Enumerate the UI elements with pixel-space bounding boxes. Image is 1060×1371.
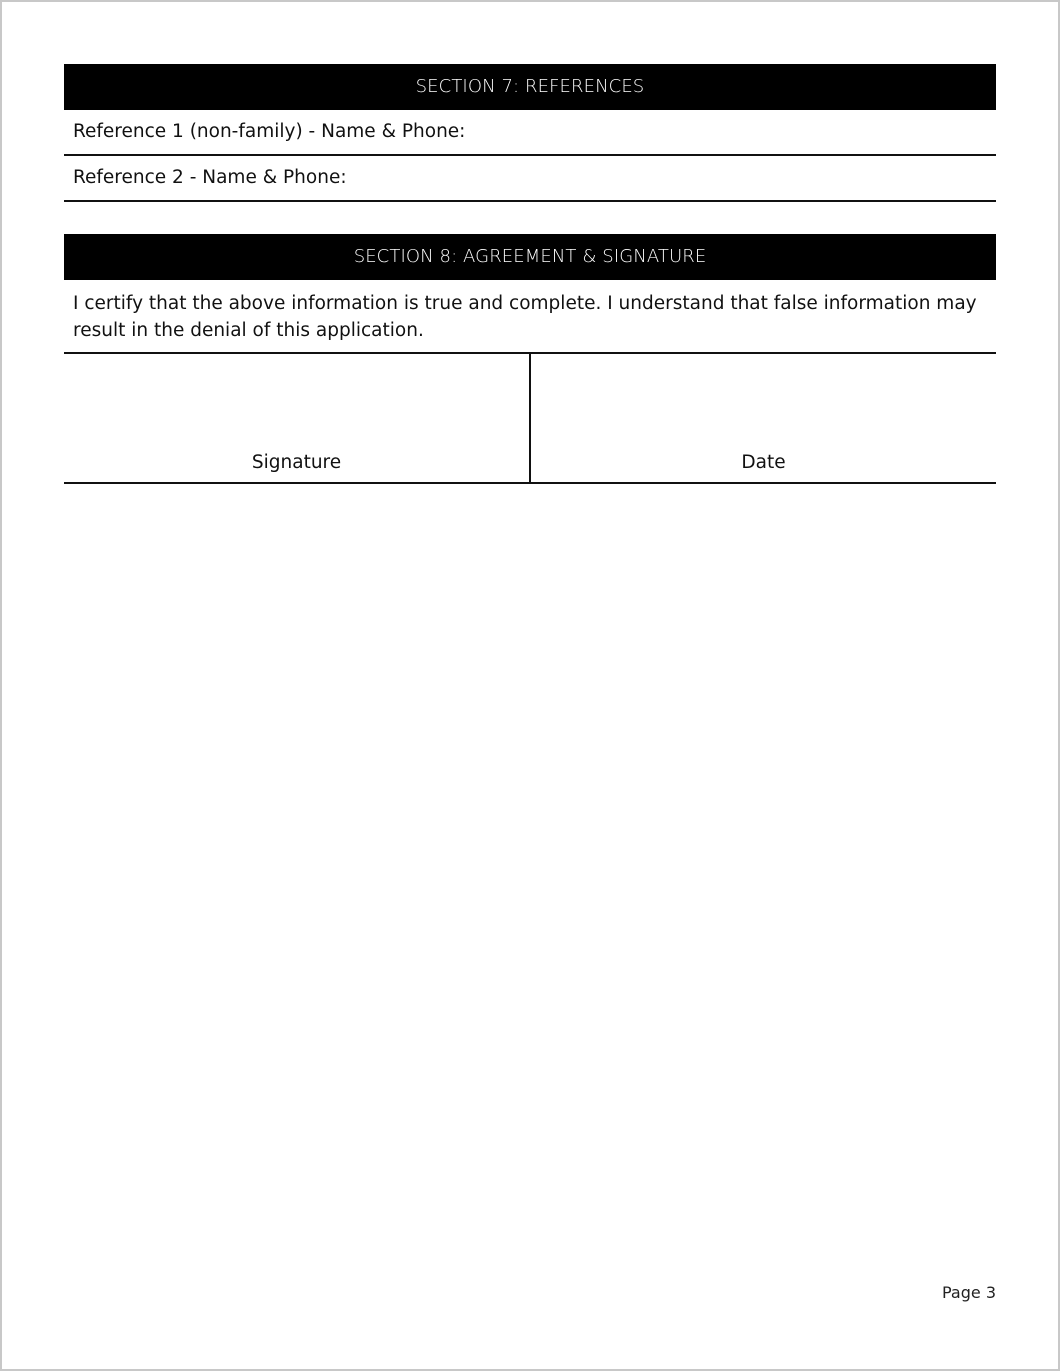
section-8-header: [64, 234, 996, 280]
reference-1-label: Reference 1 (non-family) - Name & Phone:: [73, 121, 466, 142]
signature-field[interactable]: [64, 354, 531, 482]
form-content: [64, 64, 996, 484]
page-number: Page 3: [942, 1283, 996, 1302]
agreement-statement: I certify that the above information is true and complete. I understand that false information may result in the denial of this application.: [64, 280, 996, 354]
signature-label: Signature: [251, 452, 342, 473]
signature-row: [64, 354, 996, 484]
reference-1-field[interactable]: [64, 110, 996, 156]
section-7-header: [64, 64, 996, 110]
reference-2-label: Reference 2 - Name & Phone:: [73, 167, 347, 188]
reference-2-field[interactable]: [64, 156, 996, 202]
date-label: Date: [741, 452, 786, 473]
date-field[interactable]: [531, 354, 996, 482]
section-8-title: SECTION 8: AGREEMENT & SIGNATURE: [353, 246, 707, 267]
section-7-title: SECTION 7: REFERENCES: [415, 76, 645, 97]
section-spacer: [64, 202, 996, 234]
